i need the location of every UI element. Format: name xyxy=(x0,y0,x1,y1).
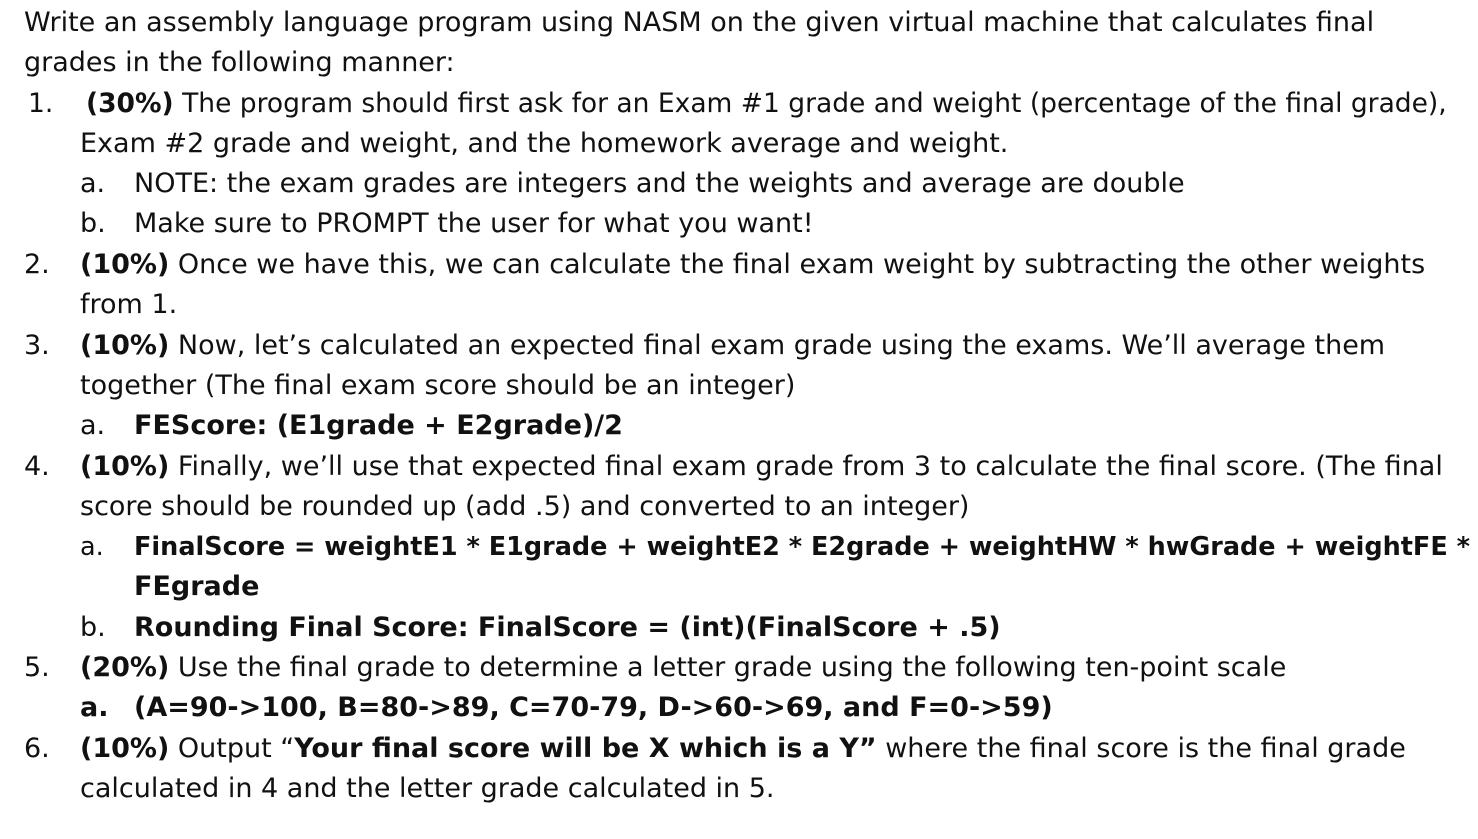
sub-item-1a-marker: a. xyxy=(80,168,106,199)
sub-item-1b-text: Make sure to PROMPT the user for what you want! xyxy=(134,208,814,239)
sub-item-4a-formula-line-1: FinalScore = weightE1 * E1grade + weightE2 * E2grade + weightHW * hwGrade + weightFE * xyxy=(134,532,1470,562)
item-3-text xyxy=(80,326,1385,366)
item-1-line-2: Exam #2 grade and weight, and the homework average and weight. xyxy=(80,128,1009,159)
intro-text-2: grades in the following manner: xyxy=(24,47,455,78)
item-1-percent: (30%) xyxy=(86,88,174,119)
sub-item-5a-marker: a. xyxy=(80,692,109,723)
item-5-text xyxy=(80,648,1286,688)
item-5-percent: (20%) xyxy=(80,652,170,683)
sub-item-4a-marker: a. xyxy=(80,532,104,562)
item-3-percent: (10%) xyxy=(80,330,170,361)
item-4-text xyxy=(80,447,1443,487)
item-5-line-1: Use the final grade to determine a letter grade using the following ten-point scale xyxy=(169,652,1287,683)
item-6-output-string: Your final score will be X which is a Y” xyxy=(294,733,877,764)
item-6-text xyxy=(80,729,1406,769)
item-4-percent: (10%) xyxy=(80,451,170,482)
item-4-number: 4. xyxy=(24,451,50,482)
item-3-line-2: together (The final exam score should be an integer) xyxy=(80,370,796,401)
item-3-line-1: Now, let’s calculated an expected final exam grade using the exams. We’ll average them xyxy=(169,330,1386,361)
item-6-percent: (10%) xyxy=(80,733,170,764)
item-2-percent: (10%) xyxy=(80,249,170,280)
item-3-number: 3. xyxy=(24,330,50,361)
sub-item-1a-text: NOTE: the exam grades are integers and the weights and average are double xyxy=(134,168,1185,199)
item-2-line-1: Once we have this, we can calculate the final exam weight by subtracting the other weights xyxy=(169,249,1426,280)
item-4-line-1: Finally, we’ll use that expected final exam grade from 3 to calculate the final score. (The final xyxy=(169,451,1443,482)
item-4-line-2: score should be rounded up (add .5) and converted to an integer) xyxy=(80,491,970,522)
item-2-number: 2. xyxy=(24,249,50,280)
sub-item-4a-formula-line-2: FEgrade xyxy=(134,571,260,602)
item-1-line-1: The program should first ask for an Exam #1 grade and weight (percentage of the final grade), xyxy=(173,88,1447,119)
sub-item-3a-marker: a. xyxy=(80,410,106,441)
sub-item-4b-marker: b. xyxy=(80,612,106,643)
item-1-text xyxy=(86,84,1447,124)
item-6-text-post: where the final score is the final grade xyxy=(876,733,1406,764)
item-2-line-2: from 1. xyxy=(80,289,178,320)
item-6-number: 6. xyxy=(24,733,50,764)
item-2-text xyxy=(80,245,1425,285)
item-6-line-2: calculated in 4 and the letter grade calculated in 5. xyxy=(80,773,775,804)
item-1-number: 1. xyxy=(28,88,54,119)
sub-item-5a-scale: (A=90->100, B=80->89, C=70-79, D->60->69, and F=0->59) xyxy=(134,692,1053,723)
item-6-text-pre: Output “ xyxy=(169,733,295,764)
sub-item-3a-formula: FEScore: (E1grade + E2grade)/2 xyxy=(134,410,623,441)
sub-item-1b-marker: b. xyxy=(80,208,106,239)
item-5-number: 5. xyxy=(24,652,50,683)
intro-text-1: Write an assembly language program using NASM on the given virtual machine that calculates final xyxy=(24,7,1375,38)
sub-item-4b-formula: Rounding Final Score: FinalScore = (int)(FinalScore + .5) xyxy=(134,612,1001,643)
